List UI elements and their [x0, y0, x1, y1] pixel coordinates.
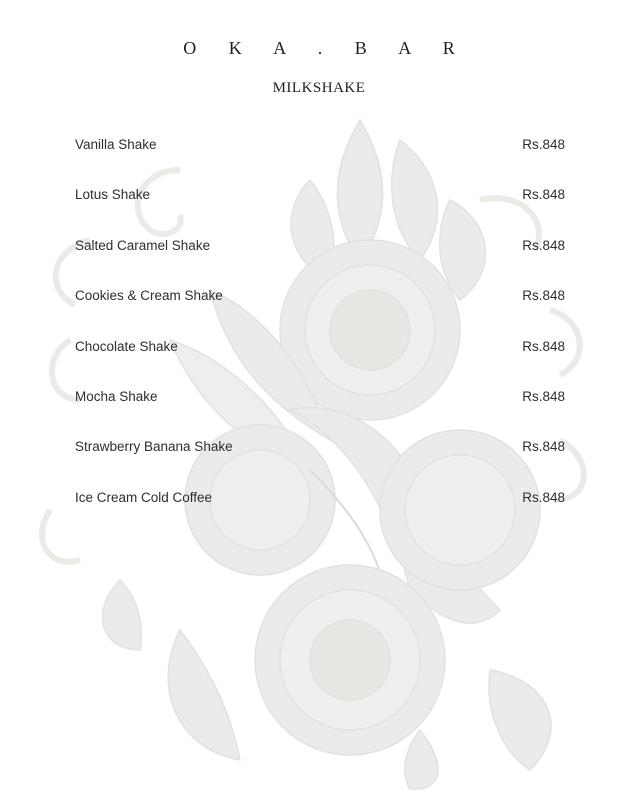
- item-price: Rs.848: [522, 288, 565, 304]
- menu-item: [75, 339, 565, 389]
- item-price: Rs.848: [522, 388, 565, 404]
- menu-item: [75, 238, 565, 288]
- brand-title: O K A . B A R: [183, 38, 469, 58]
- item-price: Rs.848: [522, 489, 565, 505]
- item-price: Rs.848: [522, 187, 565, 203]
- menu-item: [75, 288, 565, 338]
- menu-item: [75, 490, 565, 540]
- item-name: Ice Cream Cold Coffee: [75, 489, 213, 505]
- menu-item: [75, 137, 565, 187]
- item-price: Rs.848: [522, 137, 565, 152]
- item-name: Vanilla Shake: [75, 137, 157, 152]
- menu-item: [75, 389, 565, 439]
- item-name: Strawberry Banana Shake: [75, 439, 233, 455]
- menu-item: [75, 187, 565, 237]
- item-price: Rs.848: [522, 439, 565, 455]
- menu-item: [75, 439, 565, 489]
- item-price: Rs.848: [522, 338, 565, 354]
- item-name: Cookies & Cream Shake: [75, 288, 223, 304]
- item-name: Lotus Shake: [75, 187, 151, 203]
- item-price: Rs.848: [522, 237, 565, 253]
- item-name: Chocolate Shake: [75, 338, 178, 354]
- item-name: Mocha Shake: [75, 388, 158, 404]
- menu-list: [75, 137, 565, 540]
- section-title: MILKSHAKE: [272, 80, 366, 96]
- item-name: Salted Caramel Shake: [75, 237, 211, 253]
